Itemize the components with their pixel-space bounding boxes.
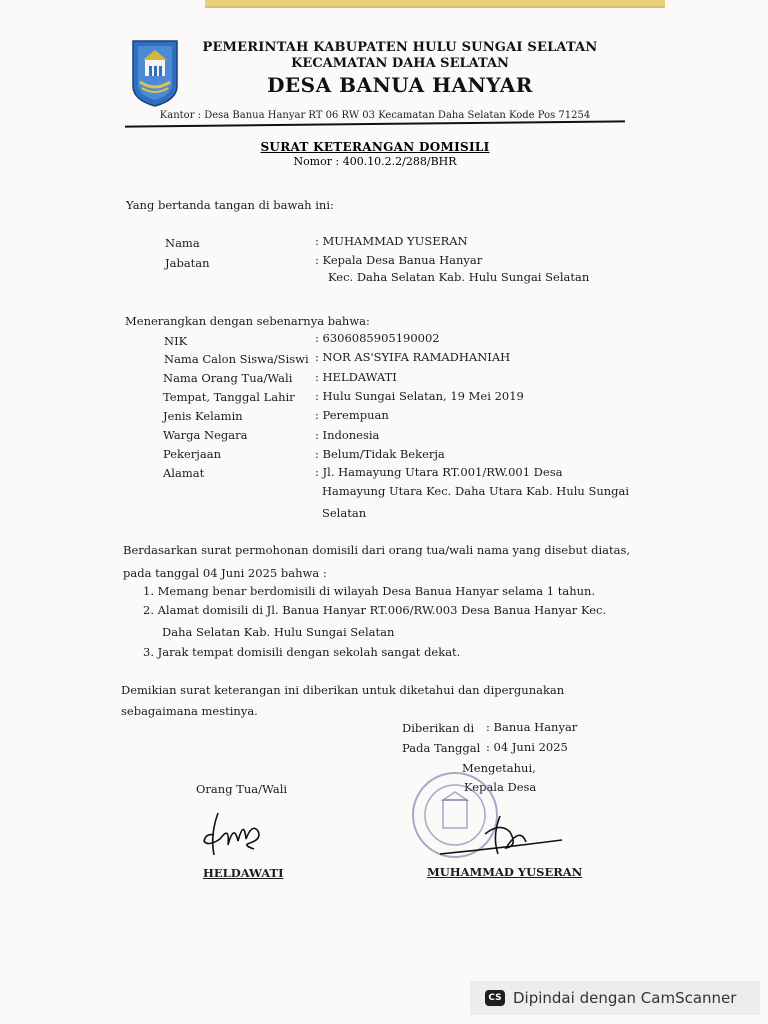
address-continuation: Hamayung Utara Kec. Daha Utara Kab. Hulu Sungai (322, 484, 630, 498)
office-address: Kantor : Desa Banua Hanyar RT 06 RW 03 Kecamatan Daha Selatan Kode Pos 71254 (159, 110, 591, 121)
issued-place-label: Diberikan di (402, 721, 475, 735)
point-2: 2. Alamat domisili di Jl. Banua Hanyar RT.006/RW.003 Desa Banua Hanyar Kec. (143, 603, 607, 617)
field-value: : Hulu Sungai Selatan, 19 Mei 2019 (315, 389, 524, 403)
field-label: Jenis Kelamin (163, 409, 243, 423)
field-label: NIK (164, 334, 188, 348)
closing-text: Demikian surat keterangan ini diberikan untuk diketahui dan dipergunakan (121, 683, 565, 697)
issued-place-value: : Banua Hanyar (486, 720, 578, 734)
issued-date-label: Pada Tanggal (402, 741, 481, 755)
guardian-signature-icon (200, 805, 270, 860)
signer-name-value: : MUHAMMAD YUSERAN (315, 234, 468, 248)
field-label: Pekerjaan (163, 447, 221, 461)
address-continuation: Selatan (322, 506, 367, 520)
letter-title (200, 140, 550, 168)
field-label: Nama Calon Siswa/Siswi (164, 352, 309, 366)
letterhead-line1: PEMERINTAH KABUPATEN HULU SUNGAI SELATAN (202, 40, 598, 55)
village-head-signature-icon (430, 812, 570, 862)
basis-text-2: pada tanggal 04 Juni 2025 bahwa : (123, 566, 327, 580)
camscanner-text: Dipindai dengan CamScanner (513, 989, 737, 1007)
signer-position-value: : Kepala Desa Banua Hanyar (315, 253, 483, 267)
field-value: : HELDAWATI (315, 370, 397, 384)
menerangkan-text: Menerangkan dengan sebenarnya bahwa: (125, 314, 370, 328)
header-divider (125, 120, 625, 127)
regency-logo-icon (130, 38, 180, 108)
issued-date-value: : 04 Juni 2025 (486, 740, 568, 754)
point-3: 3. Jarak tempat domisili dengan sekolah sangat dekat. (143, 645, 461, 659)
village-head-title: Kepala Desa (464, 780, 537, 794)
field-value: : Belum/Tidak Bekerja (315, 447, 445, 461)
field-label: Nama Orang Tua/Wali (163, 371, 293, 385)
letterhead-line3: DESA BANUA HANYAR (267, 73, 533, 97)
closing-text-2: sebagaimana mestinya. (121, 704, 258, 718)
guardian-title: Orang Tua/Wali (196, 782, 288, 796)
letterhead-line2: KECAMATAN DAHA SELATAN (291, 56, 509, 71)
field-label: Alamat (163, 466, 205, 480)
field-value: : Jl. Hamayung Utara RT.001/RW.001 Desa (315, 465, 563, 479)
signer-position-label: Jabatan (165, 256, 210, 270)
field-value: : 6306085905190002 (315, 331, 440, 345)
title-main: SURAT KETERANGAN DOMISILI (260, 140, 490, 154)
camscanner-icon: CS (485, 990, 505, 1006)
village-head-name: MUHAMMAD YUSERAN (427, 865, 583, 879)
point-2-cont: Daha Selatan Kab. Hulu Sungai Selatan (162, 625, 395, 639)
acknowledged-text: Mengetahui, (462, 761, 536, 775)
signer-name-label: Nama (165, 236, 200, 250)
field-value: : Indonesia (315, 428, 380, 442)
signer-position-value2: Kec. Daha Selatan Kab. Hulu Sungai Selatan (328, 270, 590, 284)
field-label: Warga Negara (163, 428, 248, 442)
intro-text: Yang bertanda tangan di bawah ini: (126, 198, 334, 212)
point-1: 1. Memang benar berdomisili di wilayah Desa Banua Hanyar selama 1 tahun. (143, 584, 596, 598)
guardian-name: HELDAWATI (203, 866, 284, 880)
basis-text: Berdasarkan surat permohonan domisili dari orang tua/wali nama yang disebut diatas, (123, 543, 631, 557)
letterhead (190, 40, 610, 97)
field-label: Tempat, Tanggal Lahir (163, 390, 295, 404)
title-number: Nomor : 400.10.2.2/288/BHR (293, 155, 457, 168)
field-value: : Perempuan (315, 408, 389, 422)
camscanner-watermark (470, 981, 760, 1015)
field-value: : NOR AS'SYIFA RAMADHANIAH (315, 350, 511, 364)
